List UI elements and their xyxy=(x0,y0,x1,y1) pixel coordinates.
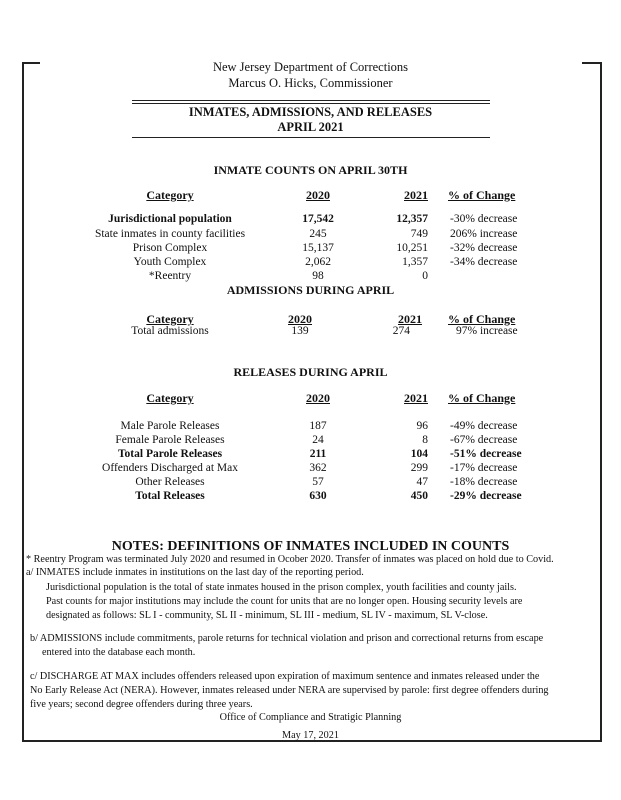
row-category: Other Releases xyxy=(135,476,205,488)
header-rule-top xyxy=(132,100,490,101)
note-a-line4: designated as follows: SL I - community, SL II - minimum, SL III - medium, SL IV - maximum, SL V-close. xyxy=(46,610,488,621)
row-category: Total Releases xyxy=(135,490,205,502)
row-change: -17% decrease xyxy=(450,462,518,474)
row-category: State inmates in county facilities xyxy=(94,228,246,240)
row-2020: 630 xyxy=(309,490,327,502)
row-2020: 57 xyxy=(312,476,324,488)
note-a-line2: Jurisdictional population is the total of state inmates housed in the prison complex, youth facilities and county jails. xyxy=(46,582,517,593)
row-change: -18% decrease xyxy=(450,476,518,488)
note-b-line1: b/ ADMISSIONS include commitments, parole returns for technical violation and prison and correctional returns from escape xyxy=(30,633,544,644)
office-name: Office of Compliance and Stratigic Planning xyxy=(219,712,402,723)
row-category: Prison Complex xyxy=(132,242,208,254)
report-period: APRIL 2021 xyxy=(277,120,344,134)
inmate-counts-heading: INMATE COUNTS ON APRIL 30TH xyxy=(213,163,408,177)
row-2020: 15,137 xyxy=(302,242,334,254)
row-2020: 139 xyxy=(291,325,309,337)
releases-heading: RELEASES DURING APRIL xyxy=(233,365,388,379)
row-2020: 211 xyxy=(309,448,327,460)
row-change: -34% decrease xyxy=(450,256,518,268)
row-category: Offenders Discharged at Max xyxy=(102,462,238,474)
row-2020: 17,542 xyxy=(302,213,334,225)
report-title: INMATES, ADMISSIONS, AND RELEASES xyxy=(188,105,433,119)
row-2021: 104 xyxy=(410,448,428,460)
row-2020: 24 xyxy=(312,434,324,446)
note-reentry: * Reentry Program was terminated July 2020 and resumed in Ocober 2020. Transfer of inmates was placed on hold due to Covid. xyxy=(26,554,554,565)
row-change: -30% decrease xyxy=(450,213,518,225)
row-2021: 749 xyxy=(410,228,428,240)
row-2021: 47 xyxy=(416,476,428,488)
row-change: 97% increase xyxy=(456,325,518,337)
row-2020: 245 xyxy=(309,228,327,240)
notes-title: NOTES: DEFINITIONS OF INMATES INCLUDED IN COUNTS xyxy=(111,539,510,554)
row-change: -29% decrease xyxy=(450,490,522,502)
col-category: Category xyxy=(146,312,194,326)
row-2021: 0 xyxy=(422,270,428,282)
row-change: -32% decrease xyxy=(450,242,518,254)
row-category: Total admissions xyxy=(131,325,209,337)
row-2021: 12,357 xyxy=(396,213,428,225)
col-2021: 2021 xyxy=(398,312,422,326)
row-change: 206% increase xyxy=(450,228,518,240)
row-2021: 299 xyxy=(410,462,428,474)
row-2021: 8 xyxy=(422,434,428,446)
row-change: -67% decrease xyxy=(450,434,518,446)
row-category: Male Parole Releases xyxy=(120,420,220,432)
department-name: New Jersey Department of Corrections xyxy=(212,60,409,74)
row-2021: 1,357 xyxy=(402,256,428,268)
row-2021: 274 xyxy=(392,325,410,337)
col-2021: 2021 xyxy=(404,188,428,202)
report-date: May 17, 2021 xyxy=(282,730,339,741)
row-category: Youth Complex xyxy=(133,256,207,268)
note-c-line1: c/ DISCHARGE AT MAX includes offenders released upon expiration of maximum sentence and inmates released under the xyxy=(30,671,540,682)
col-change: % of Change xyxy=(448,391,516,405)
col-change: % of Change xyxy=(448,188,516,202)
row-category: Total Parole Releases xyxy=(117,448,223,460)
col-change: % of Change xyxy=(448,312,516,326)
row-2021: 10,251 xyxy=(396,242,428,254)
col-category: Category xyxy=(146,391,194,405)
row-2021: 96 xyxy=(416,420,428,432)
row-category: Jurisdictional population xyxy=(108,213,232,225)
col-2020: 2020 xyxy=(306,391,330,405)
note-c-line2: No Early Release Act (NERA). However, inmates released under NERA are supervised by parole: first degree offenders during xyxy=(30,685,549,696)
row-2020: 2,062 xyxy=(305,256,331,268)
row-category: *Reentry xyxy=(148,270,192,282)
note-a-line1: a/ INMATES include inmates in institutions on the last day of the reporting period. xyxy=(26,567,364,578)
row-2020: 187 xyxy=(309,420,327,432)
header-rule-top-2 xyxy=(132,103,490,104)
col-2020: 2020 xyxy=(306,188,330,202)
note-a-line3: Past counts for major institutions may include the count for units that are no longer open. Housing security levels are xyxy=(46,596,523,607)
row-change: -49% decrease xyxy=(450,420,518,432)
row-change: -51% decrease xyxy=(450,448,522,460)
col-2021: 2021 xyxy=(404,391,428,405)
row-2021: 450 xyxy=(410,490,428,502)
col-category: Category xyxy=(146,188,194,202)
note-b-line2: entered into the database each month. xyxy=(42,647,196,658)
header-rule-bottom xyxy=(132,137,490,138)
row-2020: 362 xyxy=(309,462,327,474)
row-2020: 98 xyxy=(312,270,324,282)
commissioner-name: Marcus O. Hicks, Commissioner xyxy=(228,76,393,90)
note-c-line3: five years; second degree offenders during three years. xyxy=(30,699,253,710)
col-2020: 2020 xyxy=(288,312,312,326)
row-category: Female Parole Releases xyxy=(115,434,225,446)
admissions-heading: ADMISSIONS DURING APRIL xyxy=(226,283,395,297)
